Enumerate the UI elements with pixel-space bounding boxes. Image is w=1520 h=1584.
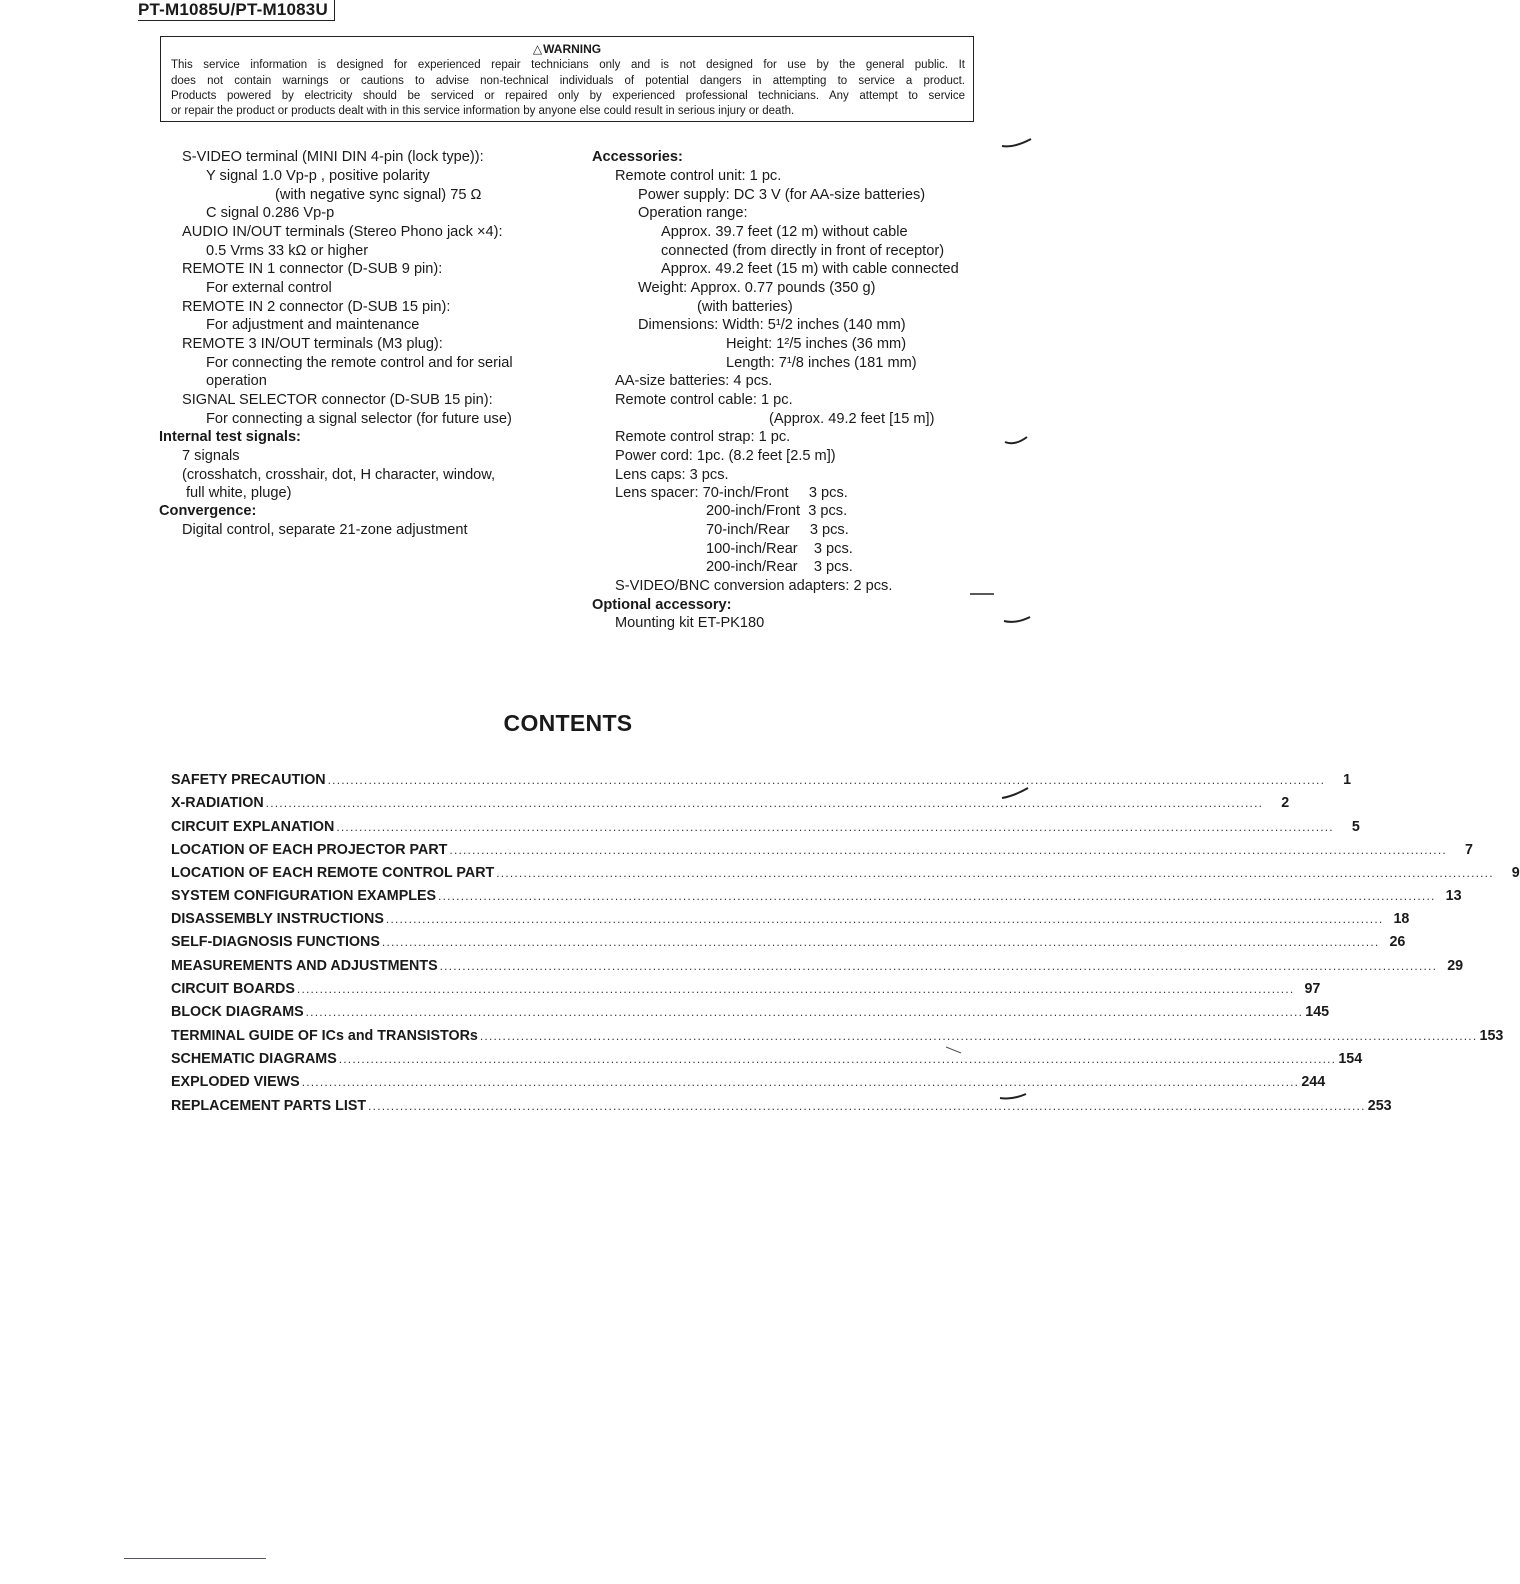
toc-entry-title: BLOCK DIAGRAMS — [171, 1004, 304, 1020]
toc-entry-page: 13 — [1445, 888, 1462, 904]
margin-tick-mark — [1002, 614, 1032, 626]
warning-line: Products powered by electricity should be serviced or repaired only by experienced professional technicians. Any attempt to service — [171, 90, 965, 102]
toc-entry-page: 154 — [1338, 1051, 1363, 1067]
spec-line: (Approx. 49.2 feet [15 m]) — [769, 411, 935, 427]
toc-leader-dots: ............................................................................................................................................................................................................................ — [381, 935, 1380, 949]
toc-leader-dots: ............................................................................................................................................................................................................................ — [265, 796, 1264, 810]
spec-line: Lens caps: 3 pcs. — [615, 467, 729, 483]
toc-entry-title: DISASSEMBLY INSTRUCTIONS — [171, 911, 384, 927]
warning-line: does not contain warnings or cautions to advise non-technical individuals of potential dangers in attempting to service a product. — [171, 75, 965, 87]
spec-line: Mounting kit ET-PK180 — [615, 615, 765, 631]
spec-line: For adjustment and maintenance — [206, 317, 420, 333]
spec-line: AA-size batteries: 4 pcs. — [615, 373, 773, 389]
spec-line: REMOTE 3 IN/OUT terminals (M3 plug): — [182, 336, 443, 352]
margin-tick-mark — [968, 590, 996, 598]
toc-entry-title: TERMINAL GUIDE OF ICs and TRANSISTORs — [171, 1028, 478, 1044]
toc-entry[interactable] — [171, 888, 1462, 908]
warning-line: This service information is designed for experienced repair technicians only and is not designed for use by the general public. It — [171, 59, 965, 71]
spec-line: Digital control, separate 21-zone adjustment — [182, 522, 468, 538]
toc-leader-dots: ............................................................................................................................................................................................................................ — [496, 866, 1494, 880]
spec-line: 7 signals — [182, 448, 240, 464]
model-number-header: PT-M1085U/PT-M1083U — [138, 0, 335, 21]
spec-line: 200-inch/Rear 3 pcs. — [706, 559, 853, 575]
toc-entry-page: 153 — [1479, 1028, 1504, 1044]
spec-line: connected (from directly in front of receptor) — [661, 243, 945, 259]
toc-entry-title: X-RADIATION — [171, 795, 264, 811]
spec-line: full white, pluge) — [186, 485, 292, 501]
toc-entry-page: 97 — [1304, 981, 1321, 997]
toc-entry-title: SYSTEM CONFIGURATION EXAMPLES — [171, 888, 437, 904]
toc-entry-title: MEASUREMENTS AND ADJUSTMENTS — [171, 958, 438, 974]
toc-entry-page: 18 — [1393, 911, 1410, 927]
spec-line: AUDIO IN/OUT terminals (Stereo Phono jack ×4): — [182, 224, 503, 240]
toc-entry[interactable] — [171, 981, 1321, 1001]
spec-line: Remote control cable: 1 pc. — [615, 392, 793, 408]
toc-leader-dots: ............................................................................................................................................................................................................................ — [327, 773, 1326, 787]
toc-entry[interactable] — [171, 1004, 1330, 1024]
spec-line: 70-inch/Rear 3 pcs. — [706, 522, 849, 538]
toc-entry[interactable] — [171, 772, 1352, 792]
bottom-rule — [124, 1558, 266, 1559]
toc-entry-title: LOCATION OF EACH REMOTE CONTROL PART — [171, 865, 495, 881]
spec-line: Length: 7¹/8 inches (181 mm) — [726, 355, 917, 371]
spec-line: For connecting a signal selector (for future use) — [206, 411, 512, 427]
toc-entry[interactable] — [171, 934, 1406, 954]
toc-entry-title: SELF-DIAGNOSIS FUNCTIONS — [171, 934, 380, 950]
toc-leader-dots: ............................................................................................................................................................................................................................ — [296, 982, 1295, 996]
spec-heading: Accessories: — [592, 149, 683, 165]
spec-line: 0.5 Vrms 33 kΩ or higher — [206, 243, 369, 259]
toc-entry-title: CIRCUIT EXPLANATION — [171, 819, 335, 835]
toc-entry-page: 145 — [1305, 1004, 1330, 1020]
spec-line: Y signal 1.0 Vp-p , positive polarity — [206, 168, 430, 184]
toc-entry-page: 29 — [1447, 958, 1464, 974]
toc-entry[interactable] — [171, 865, 1520, 885]
toc-entry-title: EXPLODED VIEWS — [171, 1074, 300, 1090]
spec-line: Operation range: — [638, 205, 748, 221]
toc-entry[interactable] — [171, 1051, 1363, 1071]
spec-line: Approx. 49.2 feet (15 m) with cable connected — [661, 261, 959, 277]
spec-line: (with negative sync signal) 75 Ω — [275, 187, 482, 203]
margin-tick-mark — [998, 1090, 1028, 1104]
toc-leader-dots: ............................................................................................................................................................................................................................ — [479, 1029, 1478, 1043]
toc-entry[interactable] — [171, 819, 1360, 839]
spec-line: For connecting the remote control and for serial — [206, 355, 513, 371]
toc-entry[interactable] — [171, 842, 1473, 862]
spec-line: 100-inch/Rear 3 pcs. — [706, 541, 853, 557]
spec-line: Remote control unit: 1 pc. — [615, 168, 782, 184]
toc-entry-page: 1 — [1343, 772, 1352, 788]
spec-heading: Convergence: — [159, 503, 257, 519]
toc-entry[interactable] — [171, 958, 1464, 978]
spec-line: REMOTE IN 1 connector (D-SUB 9 pin): — [182, 261, 443, 277]
toc-entry-title: CIRCUIT BOARDS — [171, 981, 295, 997]
toc-leader-dots: ............................................................................................................................................................................................................................ — [385, 912, 1384, 926]
warning-line: or repair the product or products dealt with in this service information by anyone else could result in serious injury or death. — [171, 105, 795, 117]
spec-line: operation — [206, 373, 267, 389]
spec-line: 200-inch/Front 3 pcs. — [706, 503, 848, 519]
toc-leader-dots: ............................................................................................................................................................................................................................ — [336, 820, 1334, 834]
toc-entry-page: 7 — [1464, 842, 1473, 858]
spec-line: Remote control strap: 1 pc. — [615, 429, 791, 445]
toc-entry-title: REPLACEMENT PARTS LIST — [171, 1098, 367, 1114]
spec-line: Power cord: 1pc. (8.2 feet [2.5 m]) — [615, 448, 836, 464]
toc-entry-page: 26 — [1389, 934, 1406, 950]
margin-tick-mark — [1003, 434, 1029, 448]
toc-entry[interactable] — [171, 1098, 1392, 1118]
toc-entry-page: 244 — [1301, 1074, 1326, 1090]
spec-heading: Internal test signals: — [159, 429, 301, 445]
spec-line: Lens spacer: 70-inch/Front 3 pcs. — [615, 485, 848, 501]
toc-entry-page: 5 — [1351, 819, 1360, 835]
spec-line: S-VIDEO/BNC conversion adapters: 2 pcs. — [615, 578, 893, 594]
warning-triangle-icon: △ — [532, 42, 543, 56]
spec-line: Weight: Approx. 0.77 pounds (350 g) — [638, 280, 876, 296]
toc-entry[interactable] — [171, 1074, 1326, 1094]
toc-entry-title: SCHEMATIC DIAGRAMS — [171, 1051, 337, 1067]
spec-line: Height: 1²/5 inches (36 mm) — [726, 336, 907, 352]
toc-leader-dots: ............................................................................................................................................................................................................................ — [438, 889, 1436, 903]
toc-entry-page: 2 — [1281, 795, 1290, 811]
spec-line: Power supply: DC 3 V (for AA-size batteries) — [638, 187, 926, 203]
toc-leader-dots: ............................................................................................................................................................................................................................ — [449, 843, 1447, 857]
spec-line: SIGNAL SELECTOR connector (D-SUB 15 pin): — [182, 392, 493, 408]
spec-line: Dimensions: Width: 5¹/2 inches (140 mm) — [638, 317, 906, 333]
toc-entry-page: 253 — [1367, 1098, 1392, 1114]
spec-heading: Optional accessory: — [592, 597, 732, 613]
margin-tick-mark — [1000, 786, 1030, 802]
toc-entry-title: LOCATION OF EACH PROJECTOR PART — [171, 842, 448, 858]
spec-line: (with batteries) — [697, 299, 793, 315]
warning-title-text: WARNING — [543, 42, 602, 56]
spec-line: S-VIDEO terminal (MINI DIN 4-pin (lock type)): — [182, 149, 484, 165]
contents-title: CONTENTS — [503, 710, 633, 736]
margin-tick-mark — [944, 1044, 964, 1056]
spec-line: Approx. 39.7 feet (12 m) without cable — [661, 224, 908, 240]
toc-leader-dots: ............................................................................................................................................................................................................................ — [301, 1075, 1300, 1089]
toc-entry-title: SAFETY PRECAUTION — [171, 772, 326, 788]
toc-leader-dots: ............................................................................................................................................................................................................................ — [368, 1099, 1366, 1113]
margin-tick-mark — [1000, 136, 1034, 150]
toc-entry[interactable] — [171, 795, 1290, 815]
spec-line: For external control — [206, 280, 332, 296]
warning-box — [160, 36, 974, 122]
toc-entry[interactable] — [171, 1028, 1504, 1048]
toc-leader-dots: ............................................................................................................................................................................................................................ — [439, 959, 1438, 973]
toc-entry-page: 9 — [1511, 865, 1520, 881]
toc-leader-dots: ............................................................................................................................................................................................................................ — [305, 1005, 1304, 1019]
spec-line: C signal 0.286 Vp-p — [206, 205, 335, 221]
spec-line: REMOTE IN 2 connector (D-SUB 15 pin): — [182, 299, 451, 315]
spec-line: (crosshatch, crosshair, dot, H character, window, — [182, 467, 496, 483]
warning-title — [161, 42, 973, 56]
toc-leader-dots: ............................................................................................................................................................................................................................ — [338, 1052, 1337, 1066]
toc-entry[interactable] — [171, 911, 1410, 931]
